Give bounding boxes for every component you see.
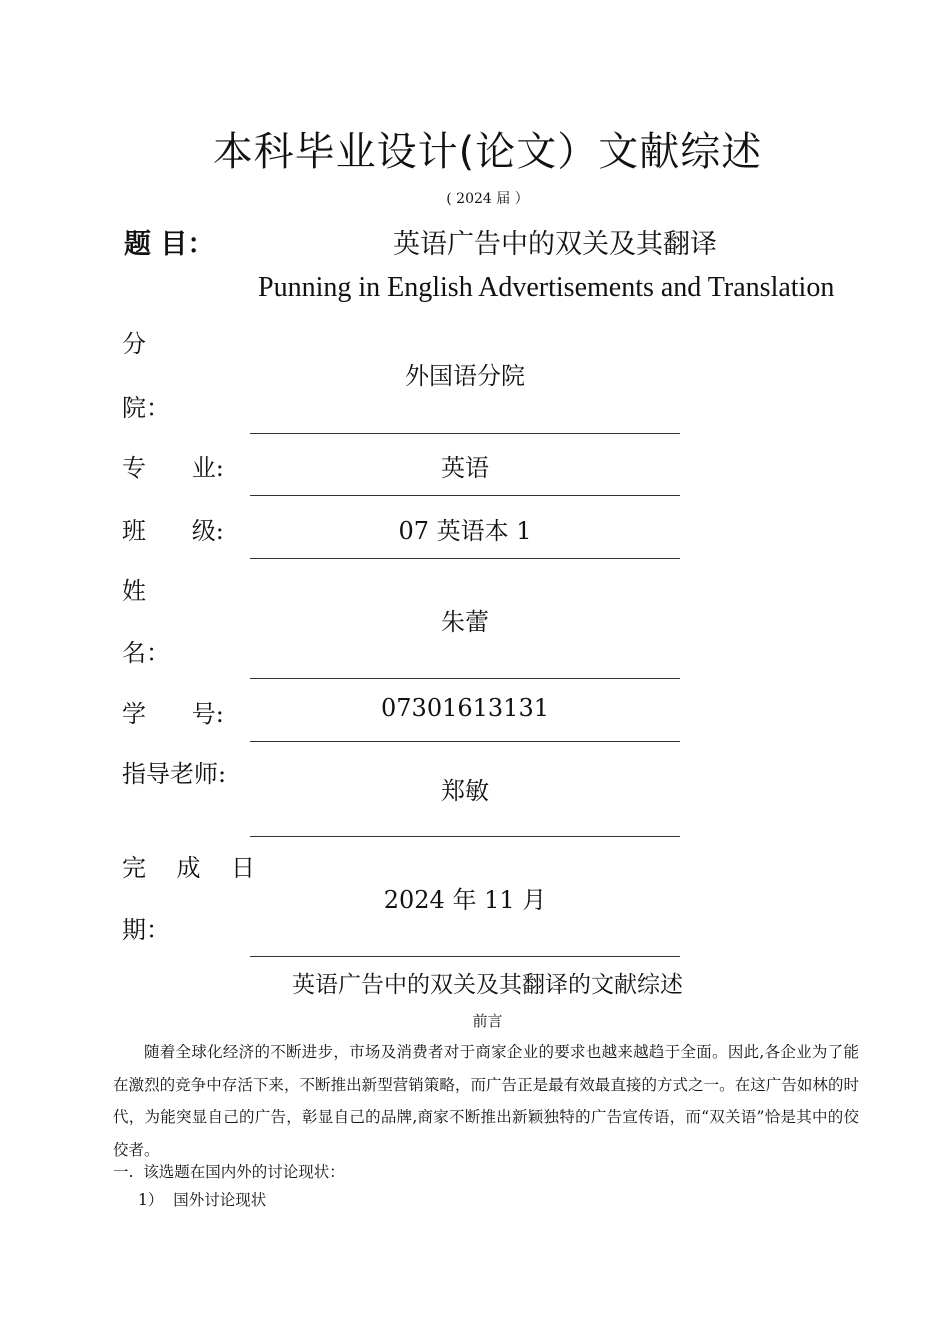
- field-label-student-id: 学 号:: [122, 700, 224, 728]
- review-heading: 英语广告中的双关及其翻译的文献综述: [292, 972, 683, 998]
- topic-english: Punning in English Advertisements and Translation: [258, 272, 835, 303]
- divider: [250, 741, 680, 742]
- divider: [250, 433, 680, 434]
- field-value-department: 外国语分院: [405, 362, 525, 390]
- field-label-name-bottom: 名：: [122, 639, 170, 667]
- divider: [250, 678, 680, 679]
- field-value-date: 2024 年 11 月: [383, 886, 547, 914]
- field-value-advisor: 郑敏: [441, 777, 489, 805]
- field-value-major: 英语: [441, 454, 489, 482]
- field-value-class: 07 英语本 1: [398, 517, 532, 545]
- foreword-paragraph: [113, 1036, 859, 1166]
- divider: [250, 836, 680, 837]
- subsection-heading: 1） 国外讨论现状: [138, 1191, 267, 1209]
- field-label-name-top: 姓: [122, 577, 146, 605]
- field-label-department-top: 分: [122, 330, 146, 358]
- divider: [250, 495, 680, 496]
- paragraph-text: 随着全球化经济的不断进步，市场及消费者对于商家企业的要求也越来越趋于全面。因此,各企业为了能在激烈的竞争中存活下来，不断推出新型营销策略，而广告正是最有效最直接的方式之一。在这广告如林的时代，为能突显自己的广告，彰显自己的品牌,商家不断推出新颖独特的广告宣传语，而“双关语”恰是其中的佼佼者。: [113, 1043, 859, 1159]
- page-title: 本科毕业设计(论文）文献综述: [212, 129, 763, 175]
- field-label-department-bottom: 院：: [122, 394, 170, 422]
- topic-chinese: 英语广告中的双关及其翻译: [393, 229, 717, 260]
- field-label-date-top: 完 成 日: [122, 854, 256, 882]
- divider: [250, 558, 680, 559]
- section-heading: 一. 该选题在国内外的讨论现状：: [113, 1163, 345, 1181]
- field-label-advisor: 指导老师:: [122, 760, 227, 788]
- field-label-class: 班 级:: [122, 517, 224, 545]
- divider: [250, 956, 680, 957]
- field-value-name: 朱蕾: [441, 608, 489, 636]
- field-value-student-id: 07301613131: [381, 694, 549, 722]
- topic-label: 题 目：: [124, 229, 215, 260]
- foreword-heading: 前言: [472, 1012, 503, 1030]
- field-label-date-bottom: 期：: [122, 916, 170, 944]
- field-label-major: 专 业:: [122, 454, 224, 482]
- year-line: ( 2024 届 ）: [446, 191, 529, 207]
